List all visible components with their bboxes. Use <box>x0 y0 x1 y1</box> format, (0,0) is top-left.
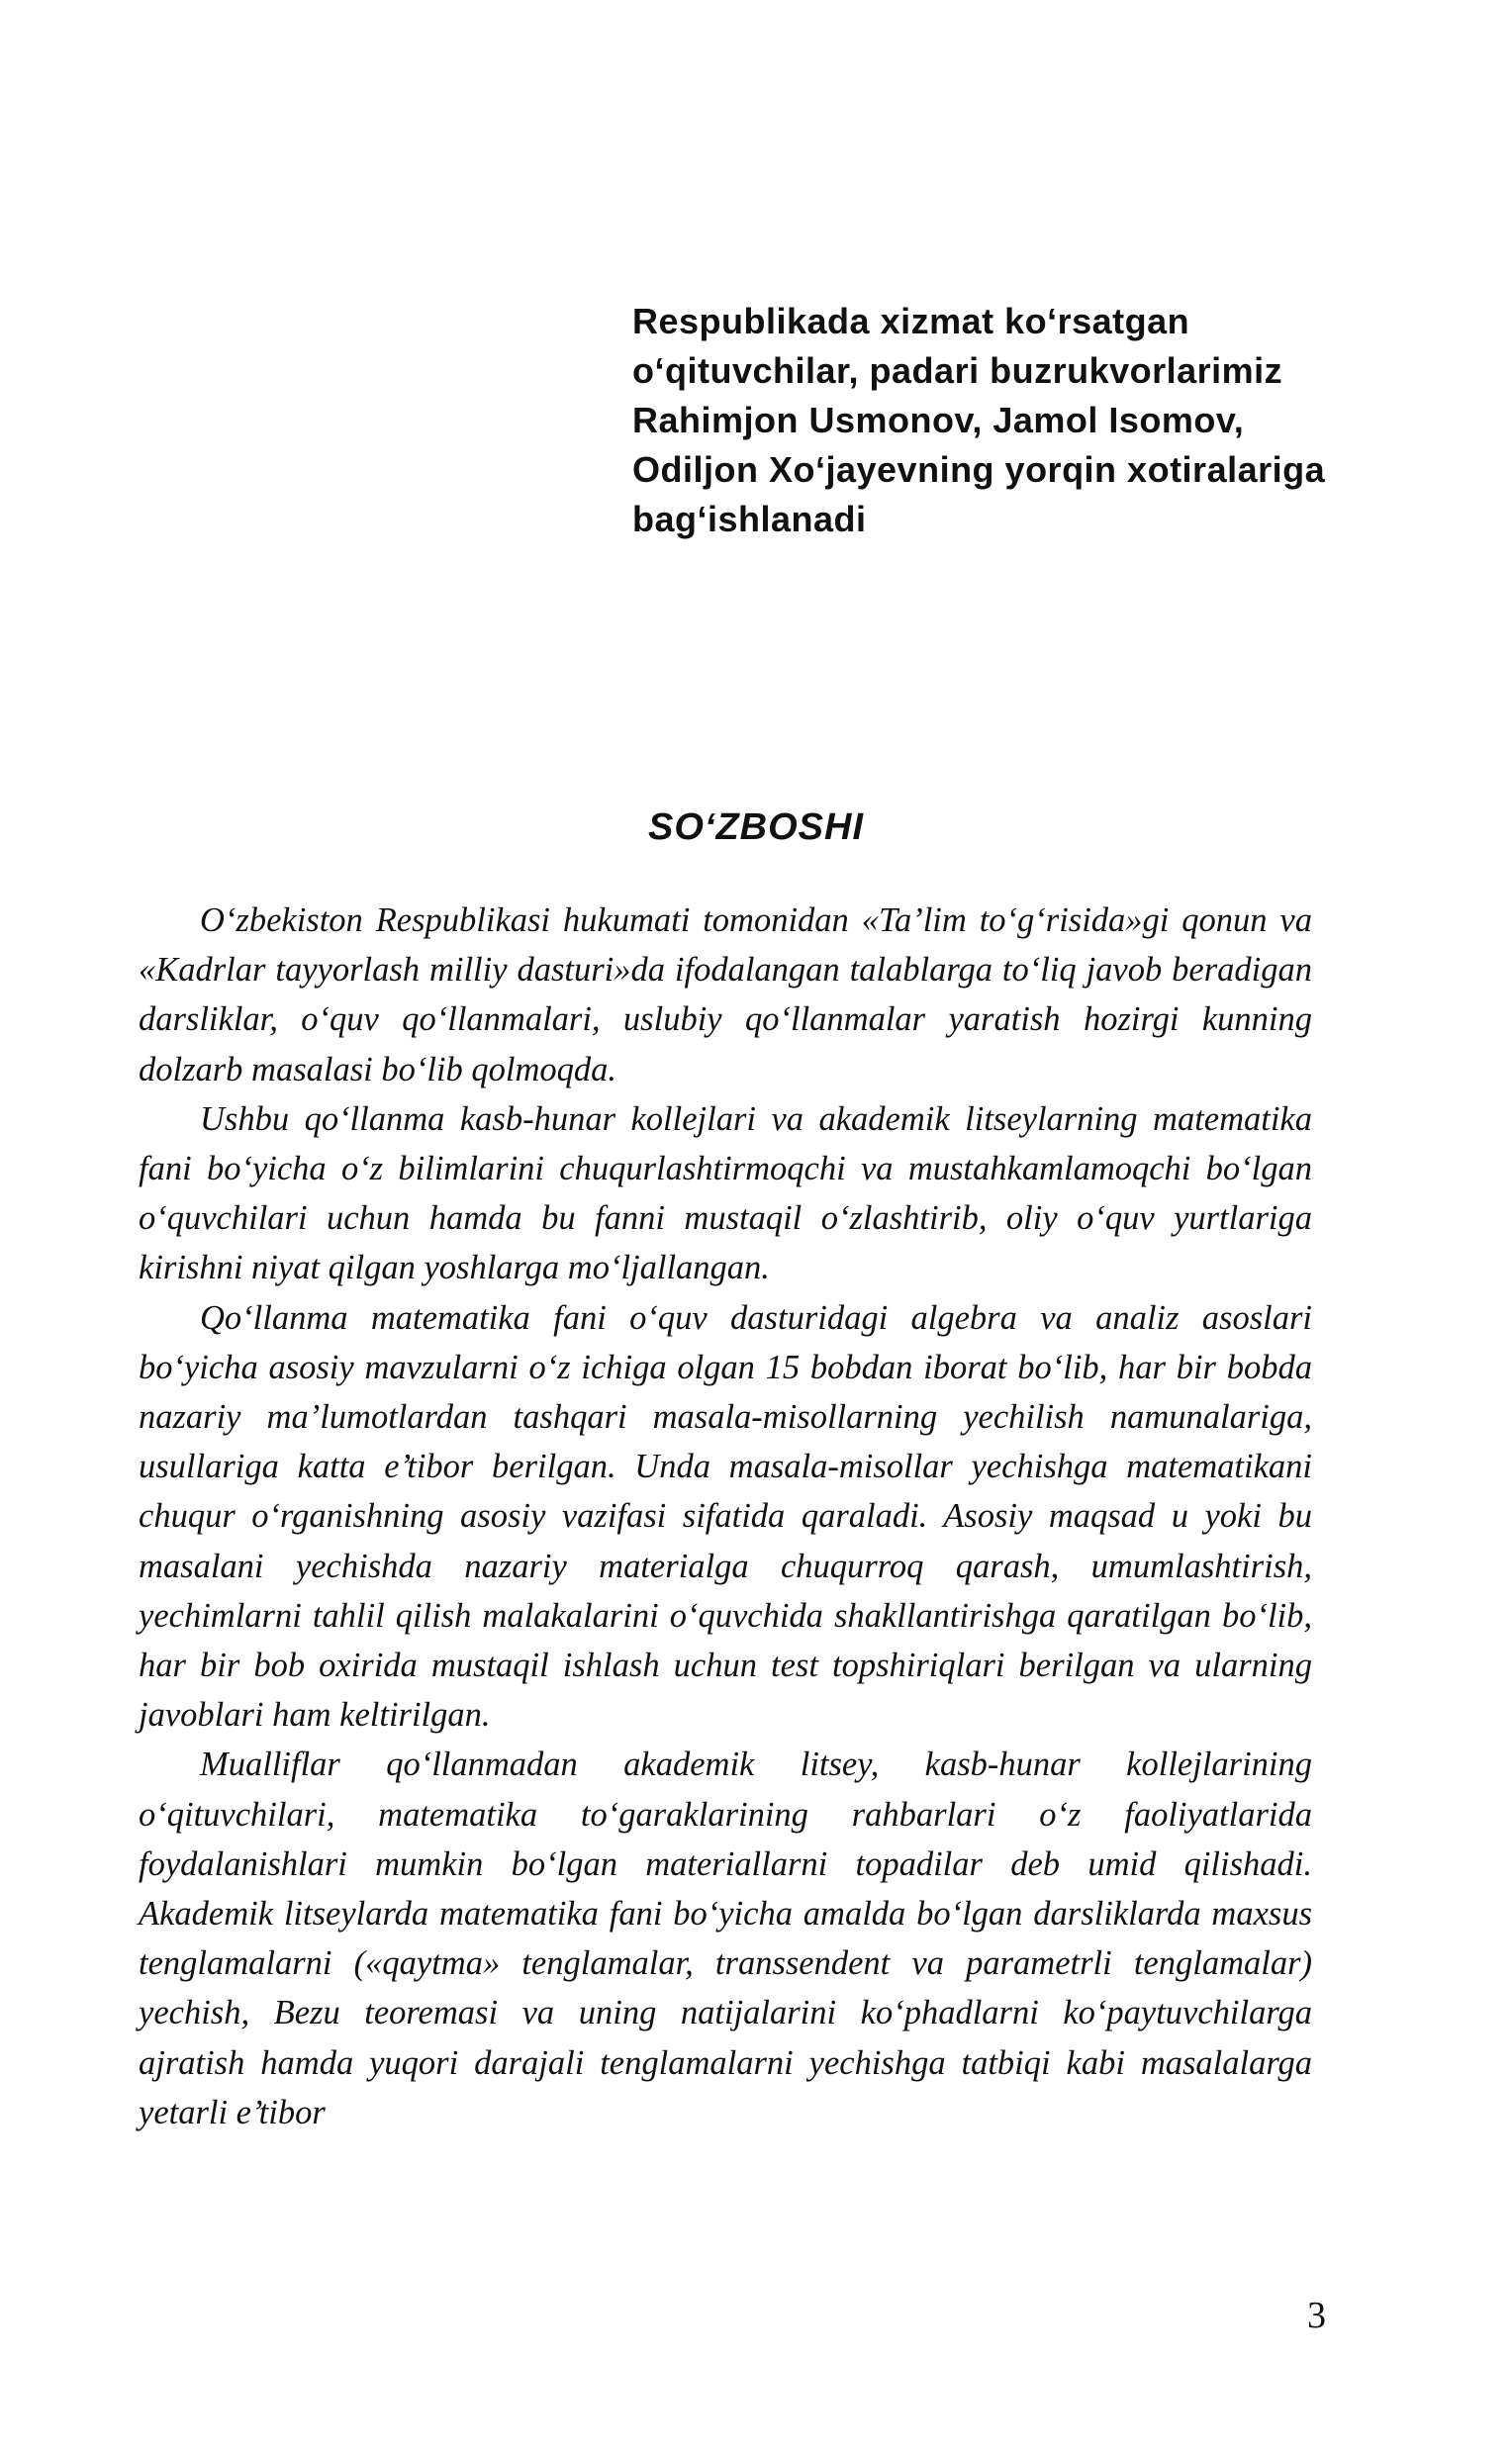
dedication-line: Odiljon Xo‘jayevning yorqin xotiralariga <box>632 449 1326 490</box>
paragraph: O‘zbekiston Respublikasi hukumati tomonidan «Ta’lim to‘g‘risida»gi qonun va «Kadrlar tayyorlash milliy dasturi»da ifodalangan talablarga to‘liq javob beradigan darsliklar, o‘quv qo‘llanmalari, uslubiy qo‘llanmalar yaratish hozirgi kunning dolzarb masalasi bo‘lib qolmoqda. <box>139 901 1312 1088</box>
dedication-line: o‘qituvchilar, padari buzrukvorlarimiz <box>632 350 1283 391</box>
dedication-line: Respublikada xizmat ko‘rsatgan <box>632 301 1190 341</box>
dedication-line: bag‘ishlanadi <box>632 499 867 539</box>
dedication <box>632 297 1325 544</box>
page-number: 3 <box>1307 2295 1326 2336</box>
paragraph: Ushbu qo‘llanma kasb-hunar kollejlari va akademik litseylarning matematika fani bo‘yicha o‘z bilimlarini chuqurlashtirmoqchi va mustahkamlamoqchi bo‘lgan o‘quvchilari uchun hamda bu fanni mustaqil o‘zlashtirib, oliy o‘quv yurtlariga kirishni niyat qilgan yoshlarga mo‘ljallangan. <box>139 1099 1312 1287</box>
dedication-line: Rahimjon Usmonov, Jamol Isomov, <box>632 400 1245 440</box>
paragraph: Mualliflar qo‘llanmadan akademik litsey, kasb-hunar kollejlarining o‘qituvchilari, matematika to‘garaklarining rahbarlari o‘z faoliyatlarida foydalanishlari mumkin bo‘lgan materiallarni topadilar deb umid qilishadi. Akademik litseylarda matematika fani bo‘yicha amalda bo‘lgan darsliklarda maxsus tenglamalarni («qaytma» tenglamalar, transsendent va parametrli tenglamalar) yechish, Bezu teoremasi va uning natijalarini ko‘phadlarni ko‘paytuvchilarga ajratish hamda yuqori darajali tenglamalarni yechishga tatbiqi kabi masalalarga yetarli e’tibor <box>139 1746 1312 2131</box>
paragraph: Qo‘llanma matematika fani o‘quv dasturidagi algebra va analiz asoslari bo‘yicha asosiy mavzularni o‘z ichiga olgan 15 bobdan iborat bo‘lib, har bir bobda nazariy ma’lumotlardan tashqari masala-misollarning yechilish namunalariga, usullariga katta e’tibor berilgan. Unda masala-misollar yechishga matematikani chuqur o‘rganishning asosiy vazifasi sifatida qaraladi. Asosiy maqsad u yoki bu masalani yechishda nazariy materialga chuqurroq qarash, umumlashtirish, yechimlarni tahlil qilish malakalarini o‘quvchida shakllantirishga qaratilgan bo‘lib, har bir bob oxirida mustaqil ishlash uchun test topshiriqlari berilgan va ularning javoblari ham keltirilgan. <box>139 1298 1312 1735</box>
section-heading: SO‘ZBOSHI <box>647 806 865 848</box>
foreword-body <box>139 896 1312 2137</box>
